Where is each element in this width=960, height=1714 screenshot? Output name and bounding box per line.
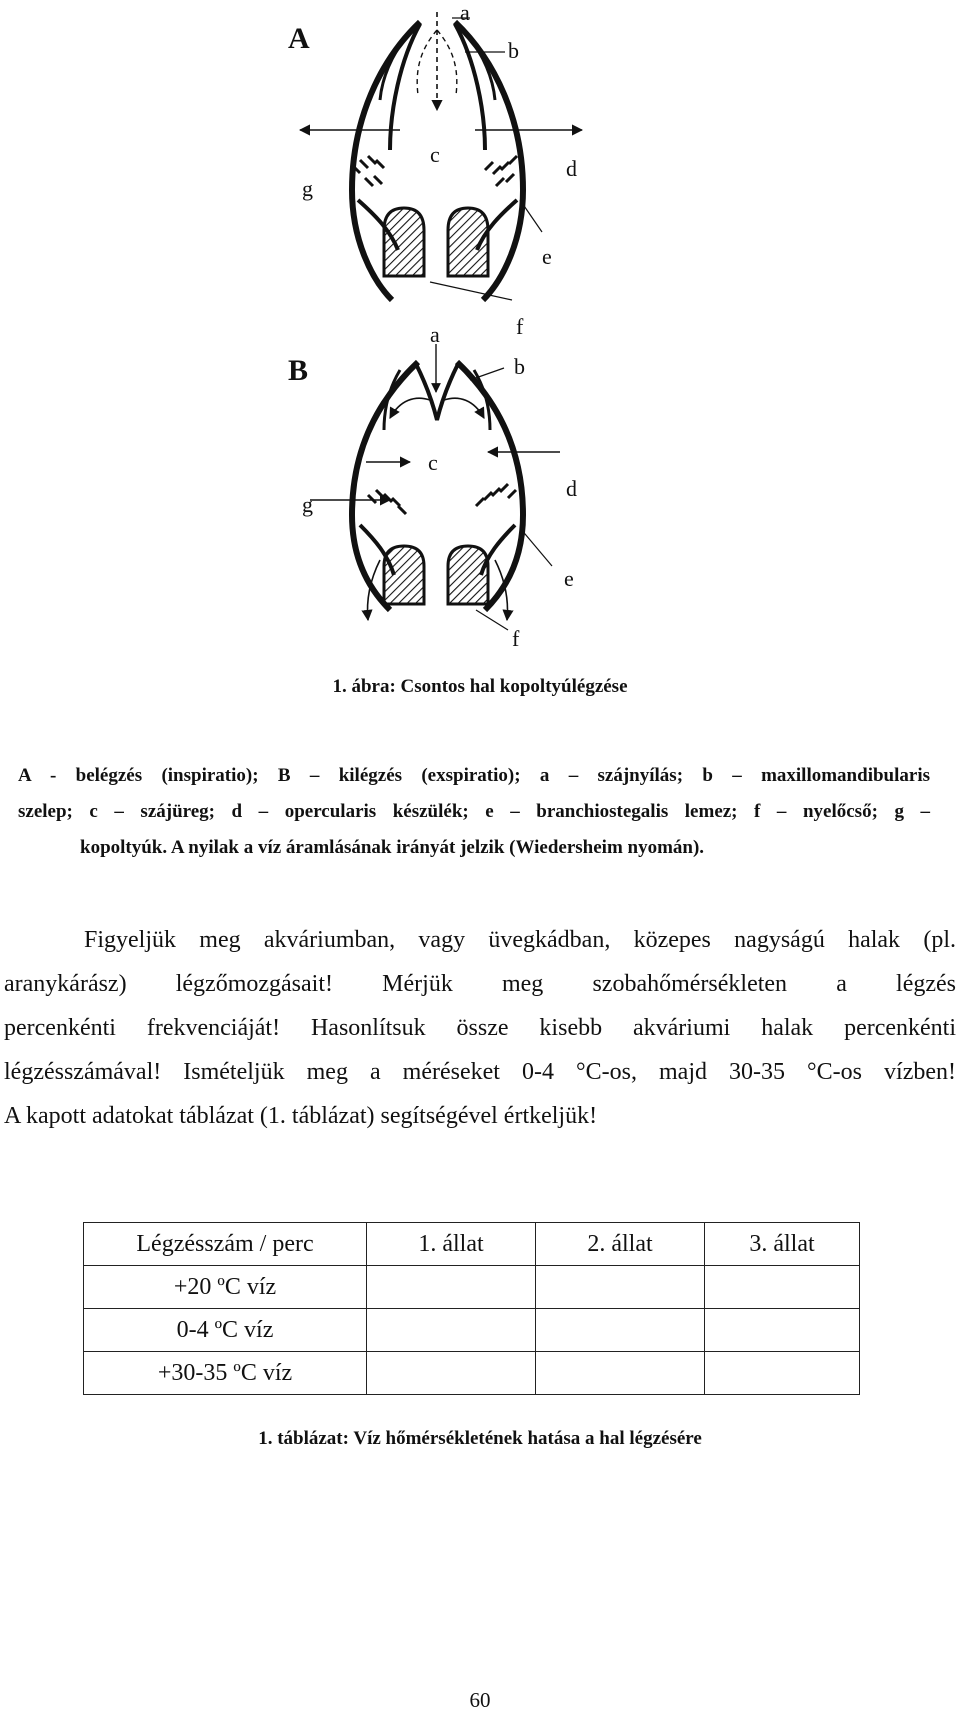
table-cell <box>367 1352 536 1395</box>
table-cell: +20 ºC víz <box>84 1266 367 1309</box>
table-cell <box>536 1266 705 1309</box>
table-cell <box>536 1309 705 1352</box>
table-row <box>84 1309 860 1352</box>
panel-b-label-c: c <box>428 450 438 475</box>
legend-line-1: A - belégzés (inspiratio); B – kilégzés (exspiratio); a – szájnyílás; b – maxillomandibularis <box>18 765 930 786</box>
table-cell: 0-4 ºC víz <box>84 1309 367 1352</box>
panel-a-label-e: e <box>542 244 552 269</box>
table-cell <box>705 1309 860 1352</box>
panel-b-label-e: e <box>564 566 574 591</box>
table-row <box>84 1352 860 1395</box>
table-cell <box>367 1309 536 1352</box>
panel-b-label-f: f <box>512 626 520 651</box>
panel-b-label-g: g <box>302 492 313 517</box>
panel-b-label-a: a <box>430 322 440 347</box>
page-number: 60 <box>469 1688 491 1712</box>
panel-a-label-c: c <box>430 142 440 167</box>
panel-a-label-b: b <box>508 38 519 63</box>
table-cell <box>705 1352 860 1395</box>
table-cell <box>705 1266 860 1309</box>
table-cell <box>367 1266 536 1309</box>
body-paragraph <box>4 918 956 1138</box>
panel-b-diagram <box>310 344 560 630</box>
body-line-5: A kapott adatokat táblázat (1. táblázat) segítségével értkeljük! <box>4 1103 598 1129</box>
panel-b-label-b: b <box>514 354 525 379</box>
table-header-cell: 3. állat <box>705 1223 860 1266</box>
fish-respiration-figure <box>280 0 660 660</box>
legend-line-3: kopoltyúk. A nyilak a víz áramlásának irányát jelzik (Wiedersheim nyomán). <box>80 837 705 858</box>
body-line-3: percenkénti frekvenciáját! Hasonlítsuk össze kisebb akváriumi halak percenkénti <box>4 1015 956 1041</box>
table-cell: +30-35 ºC víz <box>84 1352 367 1395</box>
table-header-cell: 2. állat <box>536 1223 705 1266</box>
panel-a-label-d: d <box>566 156 577 181</box>
table-row <box>84 1266 860 1309</box>
table-cell <box>536 1352 705 1395</box>
figure-caption: 1. ábra: Csontos hal kopoltyúlégzése <box>332 676 628 697</box>
figure-legend <box>18 758 930 866</box>
respiration-table <box>83 1222 860 1395</box>
panel-a-letter: A <box>288 22 310 55</box>
table-header-cell: 1. állat <box>367 1223 536 1266</box>
panel-b-label-d: d <box>566 476 577 501</box>
body-line-4: légzésszámával! Ismételjük meg a méréseket 0-4 °C-os, majd 30-35 °C-os vízben! <box>4 1059 956 1085</box>
panel-a-label-f: f <box>516 314 524 339</box>
body-line-2: aranykárász) légzőmozgásait! Mérjük meg szobahőmérsékleten a légzés <box>4 971 956 997</box>
panel-a-label-a: a <box>460 0 470 25</box>
panel-a-diagram <box>300 12 582 300</box>
panel-b-letter: B <box>288 354 309 387</box>
body-line-1: Figyeljük meg akváriumban, vagy üvegkádban, közepes nagyságú halak (pl. <box>84 927 956 953</box>
table-header-row <box>84 1223 860 1266</box>
table-header-cell: Légzésszám / perc <box>84 1223 367 1266</box>
table-caption: 1. táblázat: Víz hőmérsékletének hatása a hal légzésére <box>258 1428 702 1449</box>
legend-line-2: szelep; c – szájüreg; d – opercularis készülék; e – branchiostegalis lemez; f – nyelőcső; g – <box>18 801 930 822</box>
panel-a-label-g: g <box>302 176 313 201</box>
